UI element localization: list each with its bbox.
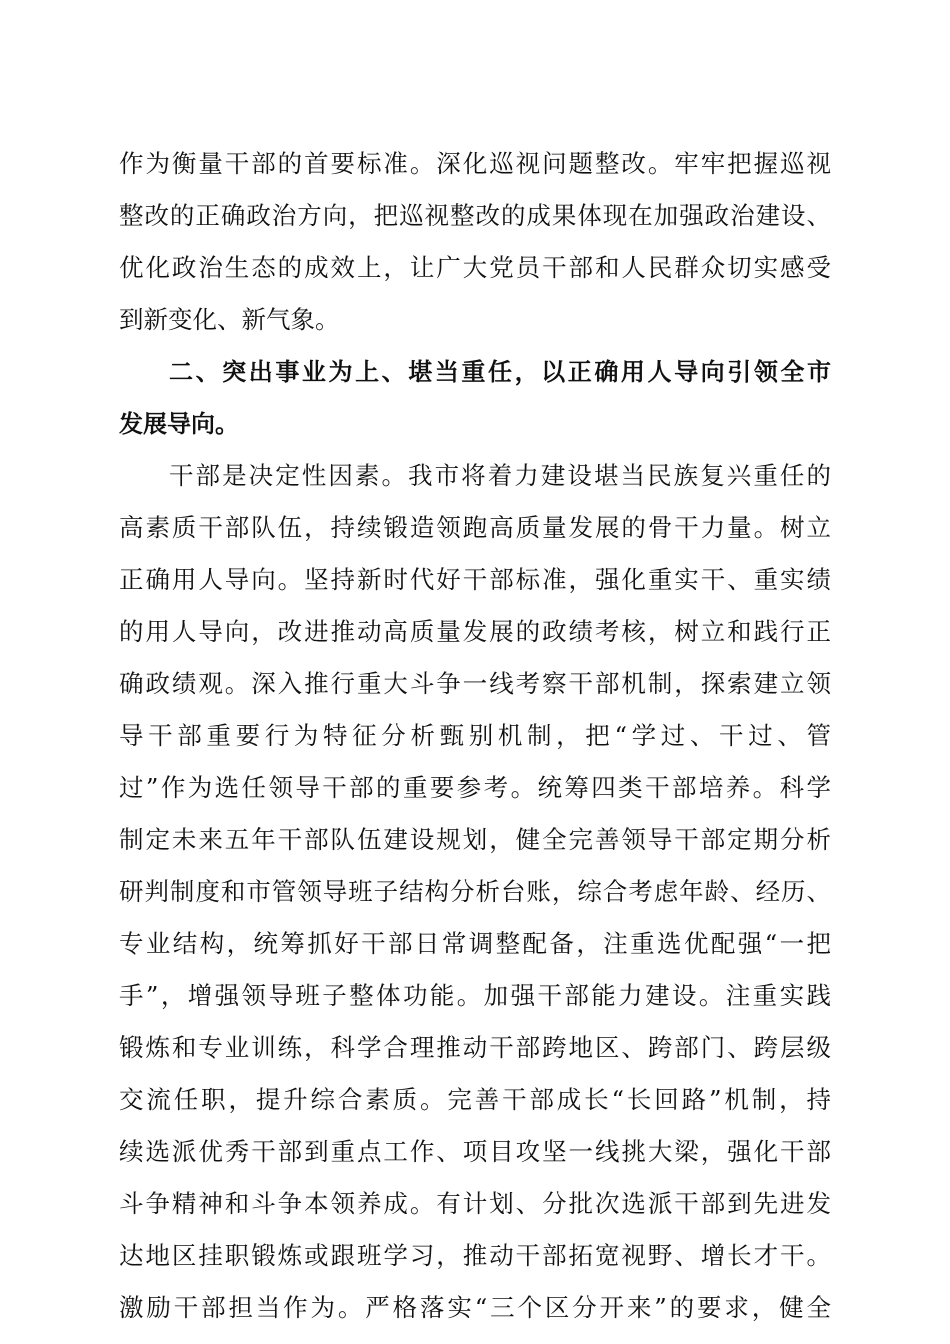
text-line: 到新变化、新气象。 [119,305,340,334]
document-body [119,138,831,1334]
text-line: 锻炼和专业训练，科学合理推动干部跨地区、跨部门、跨层级 [119,1033,831,1062]
text-line: 过”作为选任领导干部的重要参考。统筹四类干部培养。科学 [119,773,831,802]
heading-line: 发展导向。 [119,410,239,438]
section-heading [119,346,831,450]
text-line: 研判制度和市管领导班子结构分析台账，综合考虑年龄、经历、 [119,877,831,906]
text-line: 制定未来五年干部队伍建设规划，健全完善领导干部定期分析 [119,825,831,854]
text-line: 达地区挂职锻炼或跟班学习，推动干部拓宽视野、增长才干。 [119,1241,831,1270]
text-line: 激励干部担当作为。严格落实“三个区分开来”的要求，健全 [119,1293,831,1322]
text-line: 高素质干部队伍，持续锻造领跑高质量发展的骨干力量。树立 [119,513,831,542]
text-line: 确政绩观。深入推行重大斗争一线考察干部机制，探索建立领 [119,669,831,698]
text-line: 的用人导向，改进推动高质量发展的政绩考核，树立和践行正 [119,617,831,646]
paragraph-continuation [119,138,831,346]
text-line: 整改的正确政治方向，把巡视整改的成果体现在加强政治建设、 [119,201,831,230]
text-line: 导干部重要行为特征分析甄别机制，把“学过、干过、管 [119,721,831,750]
paragraph-section-body [119,450,831,1334]
text-line: 交流任职，提升综合素质。完善干部成长“长回路”机制，持 [119,1085,831,1114]
text-line: 专业结构，统筹抓好干部日常调整配备，注重选优配强“一把 [119,929,831,958]
text-line: 优化政治生态的成效上，让广大党员干部和人民群众切实感受 [119,253,831,282]
heading-line: 二、突出事业为上、堪当重任，以正确用人导向引领全市 [169,358,831,386]
text-line: 续选派优秀干部到重点工作、项目攻坚一线挑大梁，强化干部 [119,1137,831,1166]
text-line: 手”，增强领导班子整体功能。加强干部能力建设。注重实践 [119,981,831,1010]
text-line: 斗争精神和斗争本领养成。有计划、分批次选派干部到先进发 [119,1189,831,1218]
text-line: 作为衡量干部的首要标准。深化巡视问题整改。牢牢把握巡视 [119,149,831,178]
text-line: 正确用人导向。坚持新时代好干部标准，强化重实干、重实绩 [119,565,831,594]
text-line: 干部是决定性因素。我市将着力建设堪当民族复兴重任的 [169,461,831,490]
